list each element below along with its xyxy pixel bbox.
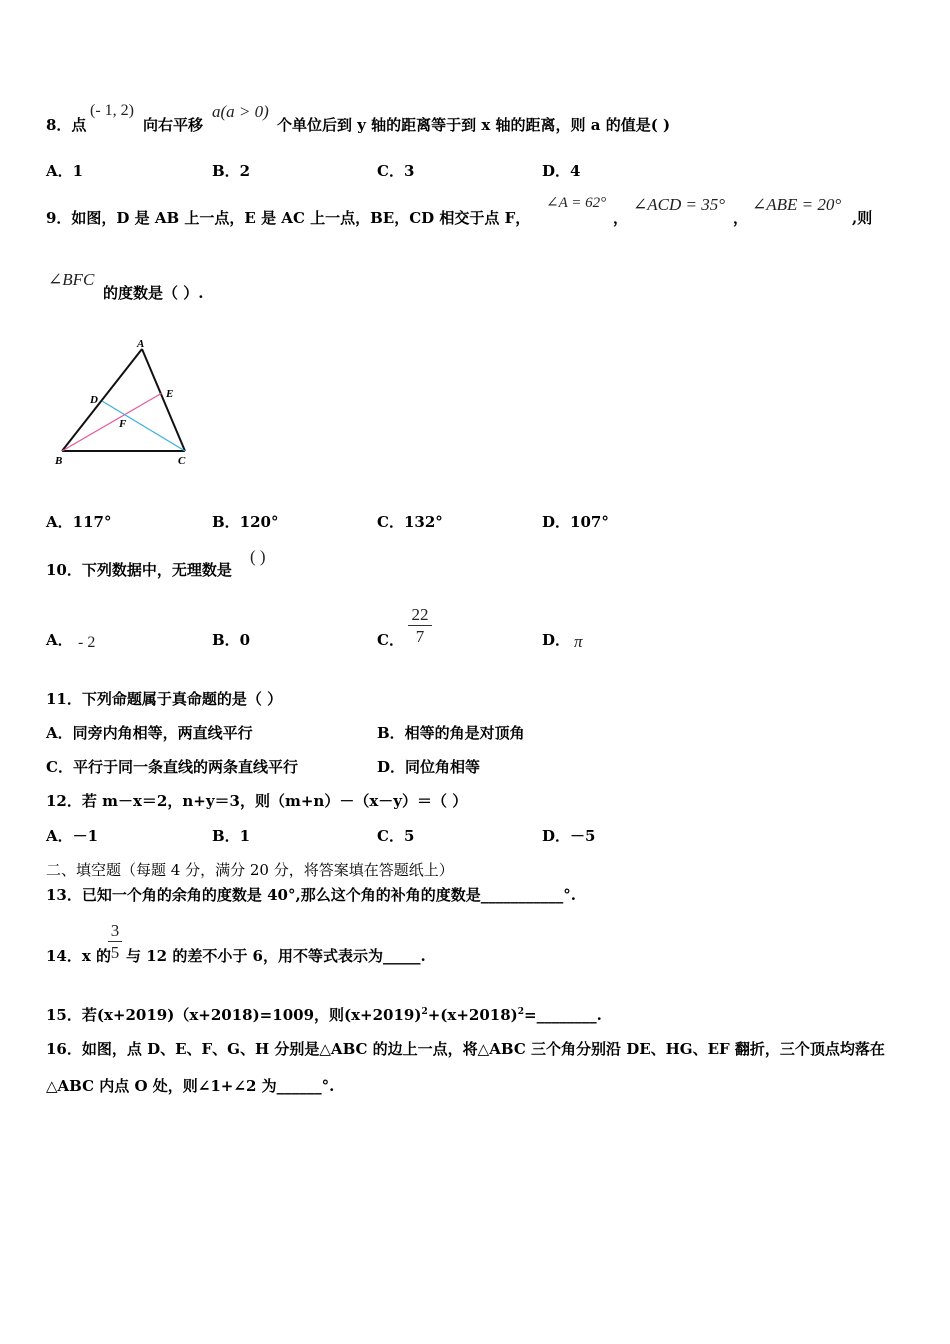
- q9-option-a[interactable]: A．117°: [46, 513, 112, 531]
- q10-option-a-label[interactable]: A．: [46, 631, 73, 649]
- q9-stem: 9．如图，D 是 AB 上一点，E 是 AC 上一点，BE，CD 相交于点 F，: [46, 209, 531, 227]
- q9-angle-bfc: ∠BFC: [48, 270, 95, 289]
- q14-frac-bar: [108, 941, 122, 942]
- q9-separator-1: ，: [613, 209, 629, 227]
- triangle-figure: [50, 335, 200, 470]
- q9-then: ,则: [852, 209, 873, 227]
- label-d: D: [90, 394, 98, 406]
- label-b: B: [55, 455, 63, 467]
- q11-option-d[interactable]: D．同位角相等: [377, 758, 481, 776]
- question-15: [46, 1008, 602, 1023]
- question-13: 13．已知一个角的余角的度数是 40°,那么这个角的补角的度数是___________°.: [46, 886, 576, 904]
- q15-sup-2: 2: [517, 1007, 525, 1017]
- question-16-line-2: △ABC 内点 O 处，则∠1+∠2 为______°.: [46, 1077, 335, 1095]
- label-c: C: [178, 455, 186, 467]
- q15-mid: +(x+2018): [427, 1006, 518, 1024]
- q12-stem: 12．若 m－x＝2，n+y＝3，则（m+n）－（x－y）＝（ ）: [46, 792, 468, 810]
- q8-expression: a(a > 0): [212, 102, 269, 121]
- segment-cd: [102, 401, 185, 451]
- q12-option-c[interactable]: C．5: [377, 827, 415, 845]
- q8-rest-text: 个单位后到 y 轴的距离等于到 x 轴的距离，则 a 的值是( ): [277, 116, 671, 134]
- q10-stem: 10．下列数据中，无理数是: [46, 561, 232, 579]
- q14-post: 与 12 的差不小于 6，用不等式表示为_____.: [126, 947, 426, 965]
- q12-option-a[interactable]: A．－1: [46, 827, 99, 845]
- q9-option-b[interactable]: B．120°: [212, 513, 279, 531]
- q15-post: =________.: [524, 1006, 602, 1024]
- q9-tail: 的度数是（ ）.: [103, 284, 204, 302]
- q15-sup-1: 2: [421, 1007, 428, 1017]
- q14-frac-denominator: 5: [110, 943, 120, 962]
- q9-angle-acd: ∠ACD = 35°: [633, 195, 726, 214]
- q8-number: 8．点: [46, 116, 87, 134]
- q9-angle-abe: ∠ABE = 20°: [752, 195, 842, 214]
- side-ac: [142, 349, 185, 451]
- q10-option-d-label[interactable]: D．: [542, 631, 571, 649]
- q8-mid-text: 向右平移: [143, 116, 204, 134]
- q10-option-a-value: - 2: [78, 634, 96, 651]
- q11-stem: 11．下列命题属于真命题的是（ ）: [46, 690, 283, 708]
- q15-pre: 15．若(x+2019)（x+2018)=1009，则(x+2019): [46, 1006, 422, 1024]
- q9-option-d[interactable]: D．107°: [542, 513, 609, 531]
- q10-frac-denominator: 7: [415, 627, 425, 646]
- section-2-heading: 二、填空题（每题 4 分，满分 20 分，将答案填在答题纸上）: [46, 861, 454, 879]
- q14-fraction: [108, 922, 122, 961]
- q10-option-d-value: π: [574, 632, 583, 651]
- q10-option-c-label[interactable]: C．: [377, 631, 404, 649]
- q11-option-b[interactable]: B．相等的角是对顶角: [377, 724, 525, 742]
- q10-paren: ( ): [250, 547, 266, 566]
- segment-be: [62, 393, 162, 451]
- q12-option-b[interactable]: B．1: [212, 827, 251, 845]
- q11-option-c[interactable]: C．平行于同一条直线的两条直线平行: [46, 758, 298, 776]
- q8-option-d[interactable]: D．4: [542, 162, 581, 180]
- q11-option-a[interactable]: A．同旁内角相等，两直线平行: [46, 724, 253, 742]
- q12-option-d[interactable]: D．－5: [542, 827, 596, 845]
- side-ab: [62, 349, 142, 451]
- question-16-line-1: 16．如图，点 D、E、F、G、H 分别是△ABC 的边上一点，将△ABC 三个角分别沿 DE、HG、EF 翻折，三个顶点均落在: [46, 1040, 885, 1058]
- label-e: E: [166, 388, 174, 400]
- q8-option-b[interactable]: B．2: [212, 162, 251, 180]
- q10-option-c-fraction: [408, 606, 432, 645]
- label-f: F: [119, 418, 127, 430]
- q10-frac-numerator: 22: [411, 605, 429, 624]
- q8-option-c[interactable]: C．3: [377, 162, 415, 180]
- q8-option-a[interactable]: A．1: [46, 162, 84, 180]
- q10-option-b[interactable]: B．0: [212, 631, 251, 649]
- q10-frac-bar: [408, 625, 432, 626]
- label-a: A: [137, 338, 145, 350]
- q9-option-c[interactable]: C．132°: [377, 513, 443, 531]
- q14-frac-numerator: 3: [110, 921, 120, 940]
- q8-point: (- 1, 2): [90, 102, 134, 119]
- q9-angle-a: ∠A = 62°: [546, 195, 607, 211]
- q9-separator-2: ，: [733, 209, 749, 227]
- q14-pre: 14．x 的: [46, 947, 112, 965]
